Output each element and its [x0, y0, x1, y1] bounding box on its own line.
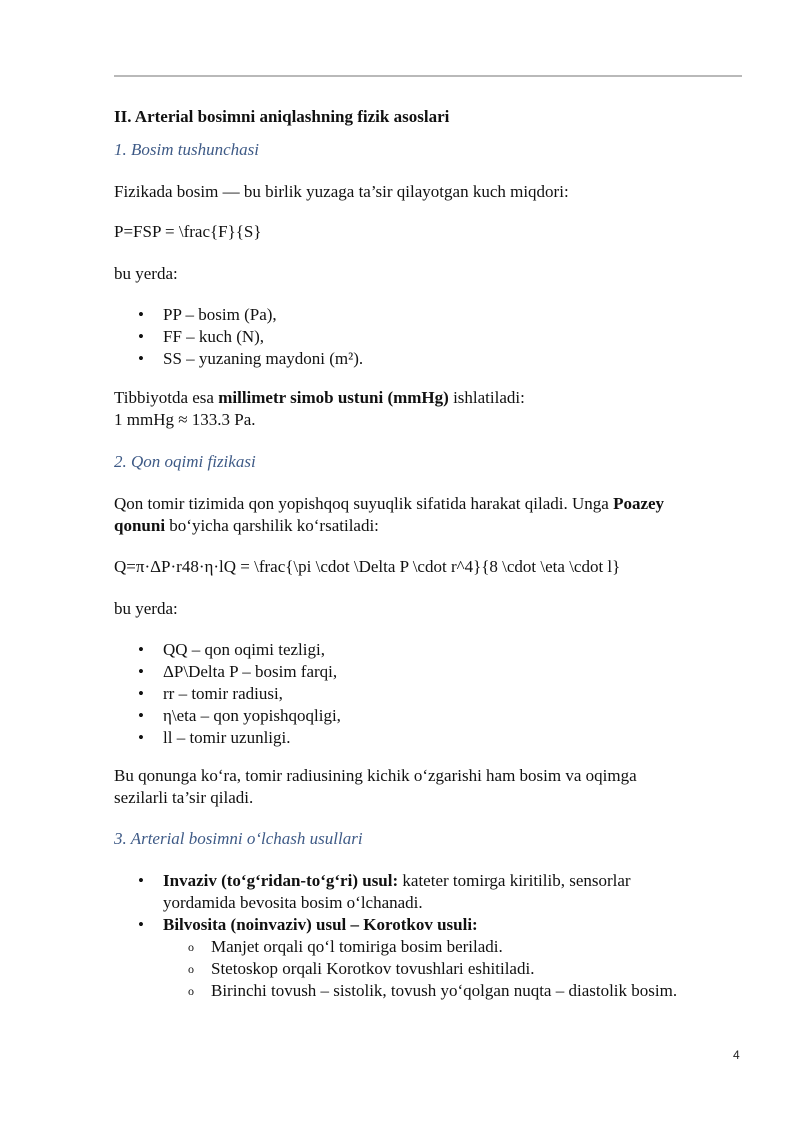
paragraph-conclusion-line2: sezilarli ta’sir qiladi.: [114, 788, 254, 807]
list-item: • QQ – qon oqimi tezligi,: [138, 640, 325, 659]
methods-list: [114, 870, 631, 936]
subheading-pressure-concept: 1. Bosim tushunchasi: [114, 140, 259, 159]
bullet-icon: •: [138, 706, 144, 725]
paragraph-pressure-definition: Fizikada bosim — bu birlik yuzaga ta’sir qilayotgan kuch miqdori:: [114, 182, 569, 201]
paragraph-poiseuille-line1: Qon tomir tizimida qon yopishqoq suyuqlik sifatida harakat qiladi. Unga Poazey: [114, 494, 665, 513]
flow-variables-list: [114, 639, 341, 749]
list-item: • rr – tomir radiusi,: [138, 684, 283, 703]
subheading-measurement-methods: 3. Arterial bosimni o‘lchash usullari: [114, 829, 363, 848]
list-item: • SS – yuzaning maydoni (m²).: [138, 349, 364, 368]
where-label: bu yerda:: [114, 599, 178, 618]
bullet-icon: •: [138, 662, 144, 681]
list-item: o Birinchi tovush – sistolik, tovush yo‘qolgan nuqta – diastolik bosim.: [188, 981, 678, 1000]
paragraph-conclusion-line1: Bu qonunga ko‘ra, tomir radiusining kichik o‘zgarishi ham bosim va oqimga: [114, 766, 637, 785]
bullet-icon: •: [138, 640, 144, 659]
circle-bullet-icon: o: [188, 984, 194, 998]
list-item-invasive-cont: yordamida bevosita bosim o‘lchanadi.: [163, 893, 423, 912]
subheading-blood-flow: 2. Qon oqimi fizikasi: [114, 452, 256, 471]
header-rule: [114, 75, 742, 77]
page-number: 4: [733, 1048, 740, 1062]
bullet-icon: •: [138, 684, 144, 703]
bullet-icon: •: [138, 728, 144, 747]
list-item: • η\eta – qon yopishqoqligi,: [138, 706, 341, 725]
bullet-icon: •: [138, 305, 144, 324]
section-heading: II. Arterial bosimni aniqlashning fizik asoslari: [114, 107, 450, 126]
list-item: • ΔP\Delta P – bosim farqi,: [138, 662, 338, 681]
bullet-icon: •: [138, 349, 144, 368]
paragraph-poiseuille-line2: qonuni bo‘yicha qarshilik ko‘rsatiladi:: [114, 516, 379, 535]
where-label: bu yerda:: [114, 264, 178, 283]
pressure-variables-list: [114, 304, 363, 370]
bullet-icon: •: [138, 915, 144, 934]
paragraph-mmhg: Tibbiyotda esa millimetr simob ustuni (mmHg) ishlatiladi:: [114, 388, 525, 407]
list-item-invasive: • Invaziv (to‘g‘ridan-to‘g‘ri) usul: kateter tomirga kiritilib, sensorlar: [138, 871, 631, 890]
bullet-icon: •: [138, 871, 144, 890]
list-item: • PP – bosim (Pa),: [138, 305, 277, 324]
korotkov-steps-list: [114, 936, 677, 1002]
list-item: o Manjet orqali qo‘l tomiriga bosim beriladi.: [188, 937, 503, 956]
list-item: • ll – tomir uzunligi.: [138, 728, 291, 747]
conversion-text: 1 mmHg ≈ 133.3 Pa.: [114, 410, 256, 429]
list-item: o Stetoskop orqali Korotkov tovushlari eshitiladi.: [188, 959, 535, 978]
circle-bullet-icon: o: [188, 962, 194, 976]
circle-bullet-icon: o: [188, 940, 194, 954]
bullet-icon: •: [138, 327, 144, 346]
list-item: • FF – kuch (N),: [138, 327, 265, 346]
formula-pressure: P=FSP = \frac{F}{S}: [114, 222, 262, 241]
formula-poiseuille: Q=π·ΔP·r48·η·lQ = \frac{\pi \cdot \Delta P \cdot r^4}{8 \cdot \eta \cdot l}: [114, 557, 621, 576]
list-item-noninvasive: • Bilvosita (noinvaziv) usul – Korotkov usuli:: [138, 915, 478, 934]
